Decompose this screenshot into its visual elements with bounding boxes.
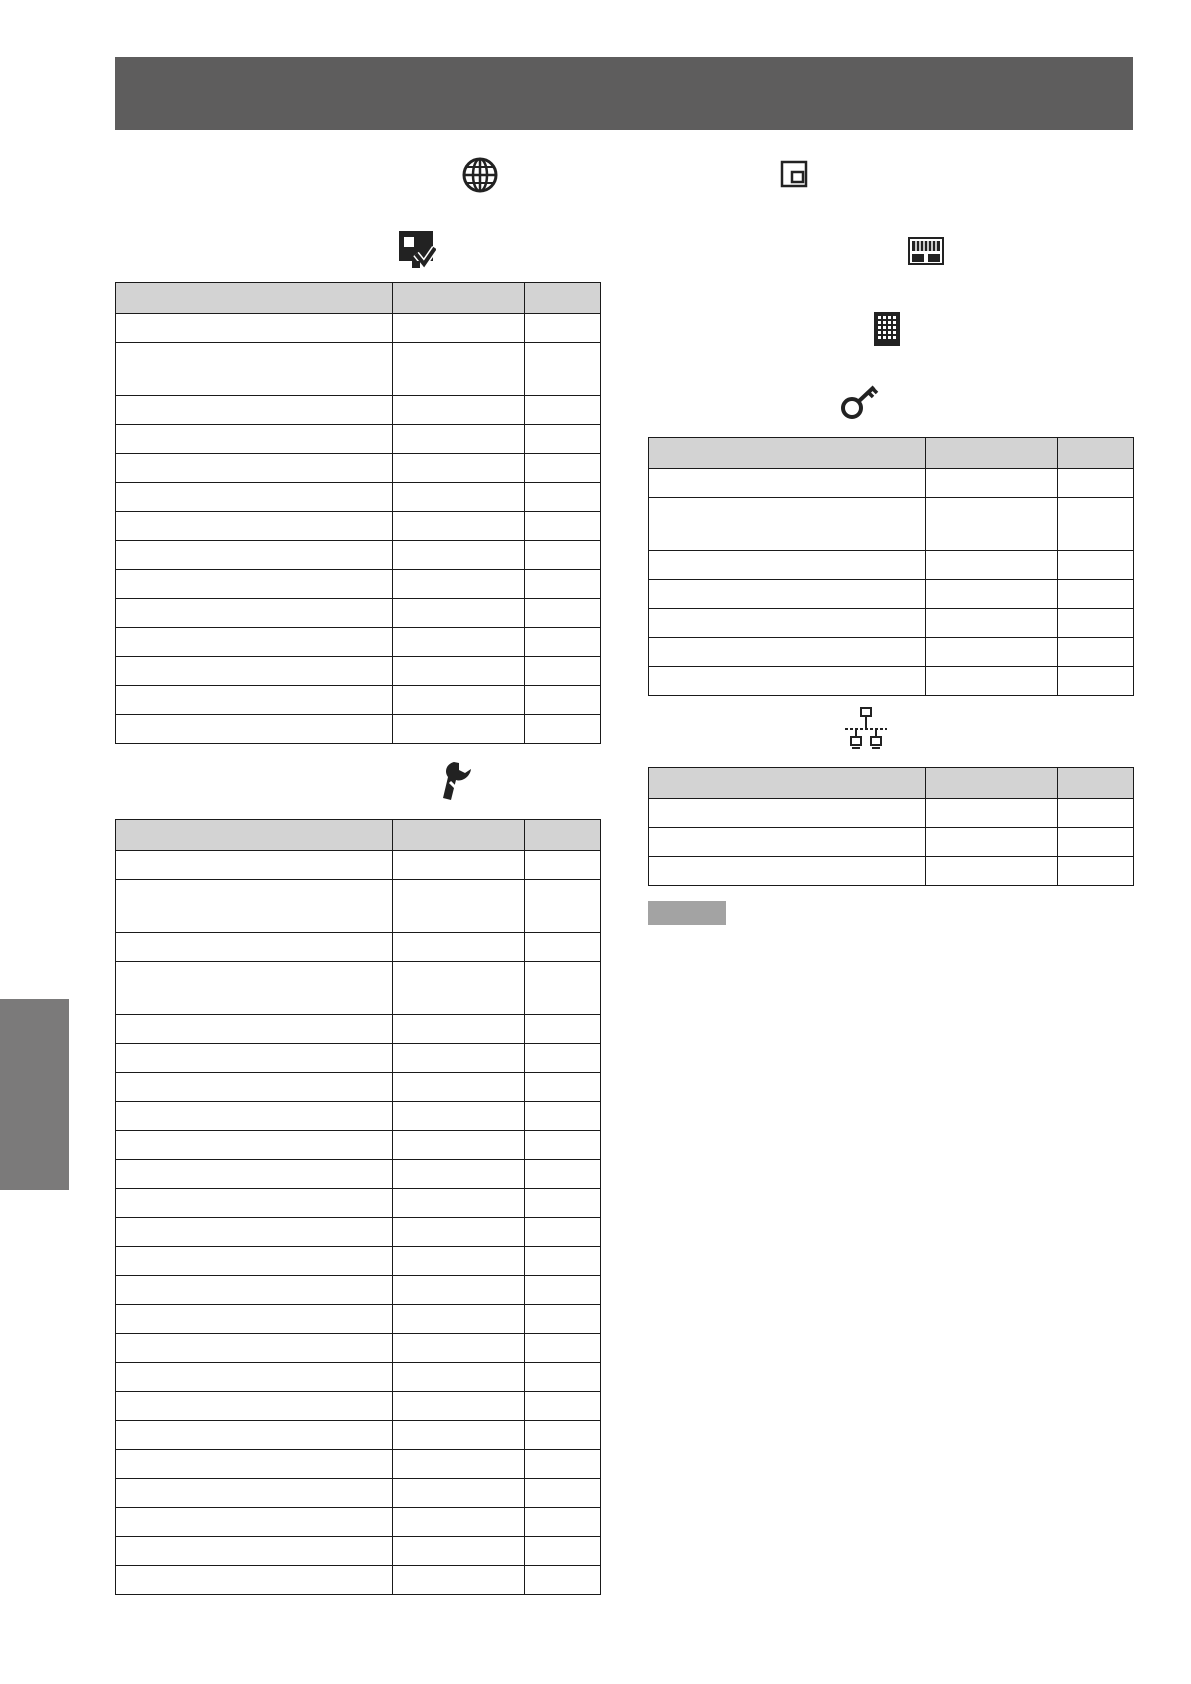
table-cell <box>393 1363 525 1392</box>
table-cell <box>393 1450 525 1479</box>
table-cell <box>116 570 393 599</box>
table-cell <box>1058 667 1134 696</box>
table-cell <box>525 1334 601 1363</box>
table-cell <box>525 1450 601 1479</box>
table-cell <box>116 628 393 657</box>
table-cell <box>525 314 601 343</box>
table-cell <box>116 343 393 396</box>
table-row <box>116 1305 601 1334</box>
table-row <box>649 498 1134 551</box>
table-cell <box>116 1479 393 1508</box>
table-row <box>116 512 601 541</box>
table-cell <box>116 1218 393 1247</box>
table-cell <box>525 396 601 425</box>
network-icon <box>844 707 888 751</box>
table-cell <box>116 851 393 880</box>
table-cell <box>525 1566 601 1595</box>
table-cell <box>116 483 393 512</box>
table-cell <box>926 799 1058 828</box>
table-cell <box>393 880 525 933</box>
table-header-cell <box>649 768 926 799</box>
table-row <box>116 425 601 454</box>
table-header-cell <box>1058 768 1134 799</box>
table-cell <box>393 1247 525 1276</box>
table-row <box>649 667 1134 696</box>
table-cell <box>393 512 525 541</box>
table-row <box>116 570 601 599</box>
table-cell <box>393 396 525 425</box>
test-pattern-table <box>115 819 601 1595</box>
table-cell <box>393 454 525 483</box>
table-cell <box>1058 857 1134 886</box>
projector-setup-table <box>115 282 601 744</box>
table-cell <box>525 686 601 715</box>
table-cell <box>649 609 926 638</box>
table-cell <box>525 541 601 570</box>
table-row <box>649 609 1134 638</box>
table-cell <box>116 1044 393 1073</box>
table-cell <box>116 599 393 628</box>
table-cell <box>525 1392 601 1421</box>
table-row <box>116 1276 601 1305</box>
table-cell <box>525 512 601 541</box>
table-row <box>116 686 601 715</box>
table-header-cell <box>926 438 1058 469</box>
table-cell <box>525 1537 601 1566</box>
table-header-cell <box>525 820 601 851</box>
table-cell <box>525 715 601 744</box>
table-cell <box>393 483 525 512</box>
table-cell <box>525 1189 601 1218</box>
table-header-row <box>649 768 1134 799</box>
key-icon <box>840 384 880 420</box>
table-cell <box>116 512 393 541</box>
table-cell <box>393 1305 525 1334</box>
table-header-cell <box>1058 438 1134 469</box>
table-row <box>649 638 1134 667</box>
table-cell <box>525 1218 601 1247</box>
table-cell <box>116 1334 393 1363</box>
table-cell <box>116 715 393 744</box>
table-cell <box>393 1044 525 1073</box>
table-cell <box>525 1276 601 1305</box>
table-cell <box>525 343 601 396</box>
table-cell <box>393 1392 525 1421</box>
header-bar <box>115 57 1133 130</box>
table-cell <box>393 1073 525 1102</box>
table-row <box>116 628 601 657</box>
table-row <box>116 1247 601 1276</box>
table-cell <box>649 551 926 580</box>
table-cell <box>1058 580 1134 609</box>
table-cell <box>649 580 926 609</box>
table-cell <box>525 657 601 686</box>
table-header-cell <box>525 283 601 314</box>
table-cell <box>393 933 525 962</box>
table-cell <box>116 1131 393 1160</box>
table-header-cell <box>393 283 525 314</box>
table-row <box>116 1015 601 1044</box>
table-cell <box>525 1044 601 1073</box>
table-cell <box>1058 609 1134 638</box>
table-cell <box>1058 799 1134 828</box>
table-cell <box>649 799 926 828</box>
table-row <box>649 551 1134 580</box>
table-cell <box>393 657 525 686</box>
table-cell <box>393 343 525 396</box>
table-row <box>116 1218 601 1247</box>
table-row <box>116 1189 601 1218</box>
table-cell <box>116 1421 393 1450</box>
table-row <box>116 962 601 1015</box>
table-row <box>116 599 601 628</box>
table-header-row <box>116 820 601 851</box>
table-cell <box>393 851 525 880</box>
table-cell <box>116 1160 393 1189</box>
network-table <box>648 767 1134 886</box>
table-cell <box>926 580 1058 609</box>
table-cell <box>393 962 525 1015</box>
table-row <box>116 541 601 570</box>
table-cell <box>393 570 525 599</box>
table-cell <box>649 857 926 886</box>
table-header-cell <box>926 768 1058 799</box>
table-cell <box>116 1102 393 1131</box>
table-cell <box>393 686 525 715</box>
table-cell <box>1058 551 1134 580</box>
table-header-cell <box>116 283 393 314</box>
table-cell <box>649 667 926 696</box>
table-cell <box>116 1073 393 1102</box>
table-cell <box>525 1479 601 1508</box>
table-header-cell <box>116 820 393 851</box>
table-row <box>116 1102 601 1131</box>
table-cell <box>525 1363 601 1392</box>
building-icon <box>873 311 901 347</box>
table-cell <box>116 1015 393 1044</box>
table-cell <box>525 851 601 880</box>
table-row <box>649 469 1134 498</box>
table-cell <box>116 657 393 686</box>
table-row <box>116 933 601 962</box>
table-cell <box>116 1450 393 1479</box>
table-cell <box>116 1276 393 1305</box>
table-cell <box>525 880 601 933</box>
table-header-cell <box>393 820 525 851</box>
table-cell <box>525 454 601 483</box>
table-row <box>116 715 601 744</box>
table-row <box>116 343 601 396</box>
table-cell <box>525 628 601 657</box>
picture-in-picture-icon <box>780 160 808 188</box>
table-cell <box>393 1189 525 1218</box>
table-cell <box>1058 638 1134 667</box>
table-row <box>116 454 601 483</box>
table-cell <box>649 828 926 857</box>
projector-setup-icon <box>398 230 436 270</box>
table-cell <box>525 1305 601 1334</box>
security-table <box>648 437 1134 696</box>
table-cell <box>393 599 525 628</box>
table-cell <box>1058 469 1134 498</box>
table-cell <box>525 962 601 1015</box>
table-row <box>116 1392 601 1421</box>
table-row <box>116 1479 601 1508</box>
table-cell <box>393 314 525 343</box>
note-label <box>648 901 726 925</box>
table-row <box>116 880 601 933</box>
table-row <box>116 657 601 686</box>
table-cell <box>393 1015 525 1044</box>
table-cell <box>1058 498 1134 551</box>
table-cell <box>525 599 601 628</box>
table-row <box>116 396 601 425</box>
table-cell <box>116 1363 393 1392</box>
table-cell <box>116 1392 393 1421</box>
table-cell <box>926 857 1058 886</box>
table-row <box>649 799 1134 828</box>
table-cell <box>525 570 601 599</box>
globe-icon <box>461 156 499 194</box>
table-cell <box>926 551 1058 580</box>
table-cell <box>393 1102 525 1131</box>
table-cell <box>393 1537 525 1566</box>
table-cell <box>116 1305 393 1334</box>
table-cell <box>116 880 393 933</box>
table-cell <box>393 628 525 657</box>
table-cell <box>926 638 1058 667</box>
table-cell <box>116 1537 393 1566</box>
table-cell <box>393 541 525 570</box>
table-cell <box>393 1334 525 1363</box>
table-cell <box>116 1508 393 1537</box>
table-cell <box>525 1421 601 1450</box>
table-cell <box>116 1566 393 1595</box>
table-cell <box>525 1131 601 1160</box>
table-cell <box>116 962 393 1015</box>
table-header-cell <box>649 438 926 469</box>
table-row <box>116 1160 601 1189</box>
table-cell <box>393 1218 525 1247</box>
table-cell <box>116 1247 393 1276</box>
table-cell <box>525 933 601 962</box>
table-cell <box>393 1131 525 1160</box>
table-cell <box>116 454 393 483</box>
table-cell <box>393 1160 525 1189</box>
table-cell <box>525 1102 601 1131</box>
table-cell <box>525 1247 601 1276</box>
table-row <box>116 1363 601 1392</box>
table-cell <box>1058 828 1134 857</box>
table-cell <box>116 396 393 425</box>
side-tab <box>0 999 69 1190</box>
table-cell <box>926 667 1058 696</box>
table-header-row <box>649 438 1134 469</box>
table-cell <box>393 1508 525 1537</box>
table-cell <box>649 469 926 498</box>
table-cell <box>116 541 393 570</box>
table-cell <box>393 1479 525 1508</box>
table-cell <box>649 498 926 551</box>
table-cell <box>525 1015 601 1044</box>
table-cell <box>393 715 525 744</box>
table-cell <box>116 933 393 962</box>
table-cell <box>649 638 926 667</box>
table-cell <box>525 425 601 454</box>
table-row <box>116 1450 601 1479</box>
table-cell <box>393 1566 525 1595</box>
table-row <box>116 851 601 880</box>
table-cell <box>116 425 393 454</box>
table-row <box>649 828 1134 857</box>
table-row <box>116 1421 601 1450</box>
table-row <box>116 1073 601 1102</box>
table-row <box>116 483 601 512</box>
table-cell <box>525 1508 601 1537</box>
table-cell <box>393 1276 525 1305</box>
wrench-icon <box>440 760 474 802</box>
keypad-icon <box>908 237 944 265</box>
table-row <box>649 580 1134 609</box>
table-cell <box>116 686 393 715</box>
table-cell <box>926 498 1058 551</box>
table-cell <box>926 828 1058 857</box>
table-cell <box>525 1073 601 1102</box>
table-row <box>116 1537 601 1566</box>
table-header-row <box>116 283 601 314</box>
table-cell <box>926 469 1058 498</box>
table-row <box>116 1044 601 1073</box>
table-cell <box>393 425 525 454</box>
table-cell <box>926 609 1058 638</box>
table-row <box>116 314 601 343</box>
table-cell <box>116 314 393 343</box>
table-row <box>116 1566 601 1595</box>
table-cell <box>525 483 601 512</box>
table-row <box>116 1334 601 1363</box>
table-row <box>649 857 1134 886</box>
table-cell <box>525 1160 601 1189</box>
table-cell <box>393 1421 525 1450</box>
table-cell <box>116 1189 393 1218</box>
table-row <box>116 1131 601 1160</box>
table-row <box>116 1508 601 1537</box>
